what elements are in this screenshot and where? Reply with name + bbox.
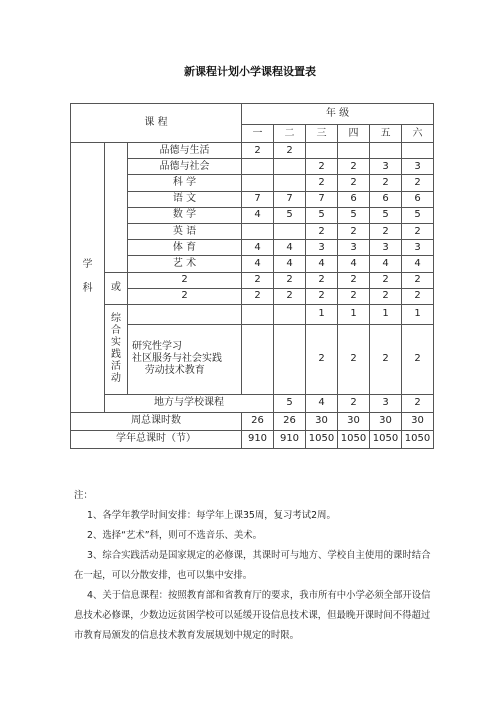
hours-cell: 2 [338,272,370,288]
hours-cell: 2 [242,288,274,304]
hours-cell: 2 [306,175,338,191]
grade-column-header: 六 [402,125,434,143]
hours-cell [242,324,274,394]
hours-cell [242,304,274,324]
hours-cell: 3 [402,159,434,175]
grade-column-header: 三 [306,125,338,143]
practice-label [105,304,128,394]
total-cell: 2 [338,394,370,412]
hours-cell: 4 [274,256,306,272]
hours-cell: 3 [370,240,402,256]
subject-name: 数 学 [128,207,242,223]
hours-cell: 3 [338,240,370,256]
hours-cell: 7 [306,191,338,207]
hours-cell: 2 [402,175,434,191]
hours-cell [242,159,274,175]
table-row [71,304,434,324]
hours-cell: 4 [242,240,274,256]
hours-cell: 5 [402,207,434,223]
total-cell: 26 [274,412,306,430]
total-cell: 30 [402,412,434,430]
hours-cell: 2 [338,288,370,304]
subject-name: 2 [128,272,242,288]
subject-group-char: 科 [82,283,93,295]
total-cell: 1050 [338,430,370,448]
hours-cell: 1 [370,304,402,324]
total-cell: 30 [370,412,402,430]
total-cell: 3 [370,394,402,412]
note-item: 3、综合实践活动是国家规定的必修课，其课时可与地方、学校自主使用的课时结合在一起，可以分散安排，也可以集中安排。 [74,550,431,581]
course-schedule-table [70,103,434,449]
hours-cell [242,223,274,239]
hours-cell: 5 [274,207,306,223]
notes-label: 注： [74,490,93,501]
table-row [71,394,434,412]
subject-name: 品德与生活 [128,143,242,159]
subject-group-label [71,143,105,413]
grade-column-header: 一 [242,125,274,143]
hours-cell: 7 [242,191,274,207]
hours-cell: 5 [338,207,370,223]
hours-cell: 2 [402,288,434,304]
hours-cell: 6 [370,191,402,207]
subject-name: 语 文 [128,191,242,207]
hours-cell: 1 [306,304,338,324]
course-header: 课 程 [71,104,242,143]
total-cell: 5 [274,394,306,412]
hours-cell [274,324,306,394]
grade-header: 年 级 [242,104,434,125]
hours-cell [242,175,274,191]
hours-cell: 2 [242,272,274,288]
total-cell: 2 [402,394,434,412]
note-item: 2、选择“艺术”科，则可不选音乐、美术。 [87,530,263,541]
hours-cell [338,143,370,159]
subject-name: 体 育 [128,240,242,256]
hours-cell: 4 [274,240,306,256]
hours-cell: 7 [274,191,306,207]
hours-cell: 2 [370,272,402,288]
total-cell: 1050 [402,430,434,448]
hours-cell: 2 [370,175,402,191]
hours-cell: 4 [370,256,402,272]
total-cell: 4 [306,394,338,412]
table-row [71,430,434,448]
spacer-cell [105,143,128,273]
practice-blank [128,304,242,324]
hours-cell: 3 [306,240,338,256]
hours-cell [274,223,306,239]
total-cell: 1050 [306,430,338,448]
grade-column-header: 五 [370,125,402,143]
hours-cell: 5 [370,207,402,223]
table-row [71,104,434,125]
practice-label-text: 综 合 实 践 活 动 [111,313,121,385]
hours-cell: 2 [402,324,434,394]
total-label: 学年总课时（节） [71,430,242,448]
subject-name: 英 语 [128,223,242,239]
practice-activities [128,324,242,394]
total-cell: 30 [338,412,370,430]
subject-name: 2 [128,288,242,304]
hours-cell: 2 [306,288,338,304]
table-row [71,272,434,288]
total-label: 周总课时数 [71,412,242,430]
hours-cell: 2 [242,143,274,159]
hours-cell: 3 [402,240,434,256]
notes-section [74,486,434,646]
hours-cell: 2 [306,159,338,175]
table-row [71,143,434,159]
grade-column-header: 二 [274,125,306,143]
hours-cell [402,143,434,159]
hours-cell [274,304,306,324]
total-label: 地方与学校课程 [105,394,274,412]
or-label: 或 [105,272,128,304]
total-cell: 30 [306,412,338,430]
total-cell: 26 [242,412,274,430]
hours-cell: 4 [306,256,338,272]
grade-column-header: 四 [338,125,370,143]
hours-cell [274,175,306,191]
hours-cell: 4 [242,256,274,272]
subject-name: 科 学 [128,175,242,191]
page-title: 新课程计划小学课程设置表 [184,65,316,78]
total-cell: 910 [242,430,274,448]
hours-cell: 5 [306,207,338,223]
hours-cell [306,143,338,159]
hours-cell: 3 [370,159,402,175]
subject-group-char: 学 [82,259,93,271]
hours-cell: 2 [338,223,370,239]
hours-cell: 6 [402,191,434,207]
hours-cell [370,143,402,159]
hours-cell: 2 [338,175,370,191]
table-row [71,412,434,430]
subject-name: 品德与社会 [128,159,242,175]
hours-cell: 2 [306,272,338,288]
hours-cell: 2 [274,288,306,304]
hours-cell: 2 [274,143,306,159]
hours-cell: 4 [338,256,370,272]
hours-cell: 4 [402,256,434,272]
hours-cell: 2 [370,223,402,239]
hours-cell: 2 [338,324,370,394]
hours-cell: 2 [306,223,338,239]
hours-cell: 2 [402,272,434,288]
hours-cell: 4 [242,207,274,223]
hours-cell: 2 [370,324,402,394]
hours-cell: 2 [306,324,338,394]
note-item: 4、关于信息课程：按照教育部和省教育厅的要求，我市所有中小学必须全部开设信息技术必修课，少数边远贫困学校可以延缓开设信息技术课，但最晚开课时间不得超过市教育局颁发的信息技术教育发展规划中规定的时限。 [74,590,431,641]
hours-cell: 2 [274,272,306,288]
hours-cell: 1 [338,304,370,324]
hours-cell: 6 [338,191,370,207]
hours-cell: 1 [402,304,434,324]
practice-activities-text: 研究性学习 社区服务与社会实践 劳动技术教育 [132,341,222,377]
hours-cell: 2 [338,159,370,175]
total-cell: 910 [274,430,306,448]
total-cell: 1050 [370,430,402,448]
note-item: 1、各学年教学时间安排：每学年上课35周，复习考试2周。 [87,510,336,521]
hours-cell: 2 [370,288,402,304]
hours-cell [274,159,306,175]
hours-cell: 2 [402,223,434,239]
subject-name: 艺 术 [128,256,242,272]
